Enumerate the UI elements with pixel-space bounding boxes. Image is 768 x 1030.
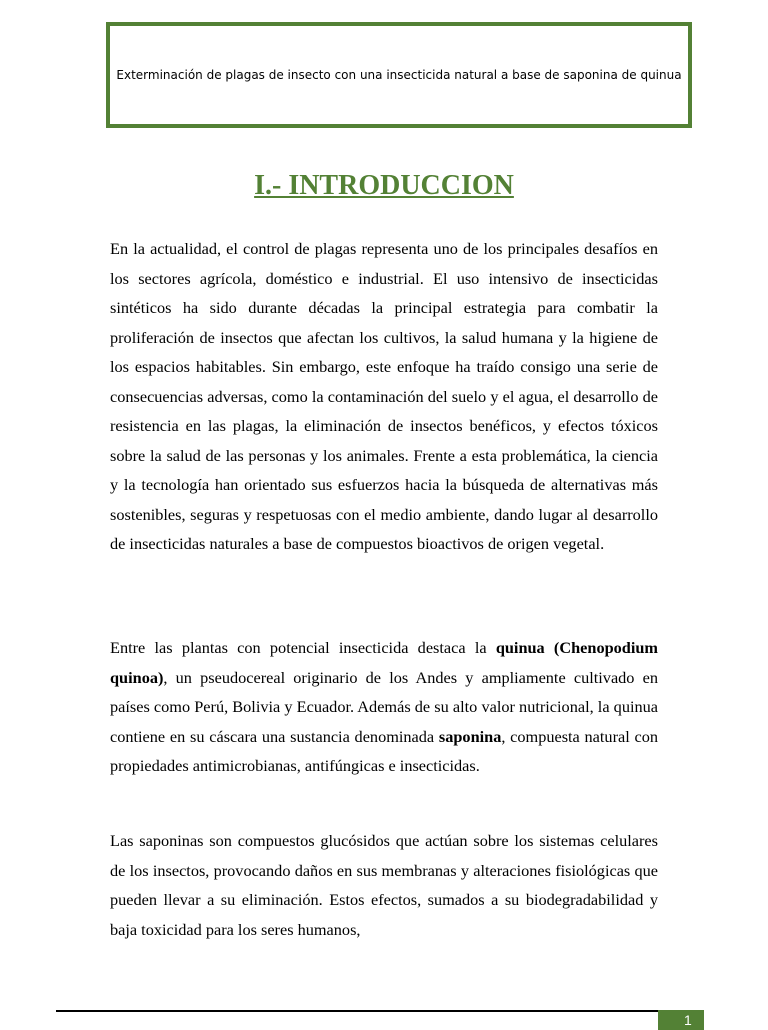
section-title: I.- INTRODUCCION [254, 170, 514, 201]
paragraph-quinoa-bold-saponina: saponina [438, 726, 502, 746]
paragraph-saponins: Las saponinas son compuestos glucósidos que actúan sobre los sistemas celulares de los insectos, provocando daños en sus membranas y alteraciones fisiológicas que pueden llevar a su eliminación. Estos efectos, sumados a su biodegradabilidad y baja toxicidad para los seres humanos, [110, 831, 658, 939]
paragraph-quinoa-text-c: , un pseudocereal originario de los Andes y ampliamente cultivado en países como Perú, Bolivia y Ecuador. Además de su alto valor nutricional, la quinua contiene en su cáscara una sustancia denominada [110, 667, 658, 746]
paragraph-quinoa-bold-quinua: quinua (Chenopodium quinoa) [110, 638, 658, 687]
paragraph-quinoa [110, 633, 658, 781]
header-box [106, 22, 692, 128]
header-title: Exterminación de plagas de insecto con una insecticida natural a base de saponina de quinua [116, 68, 682, 82]
footer-rule [56, 1010, 658, 1012]
paragraph-intro: En la actualidad, el control de plagas representa uno de los principales desafíos en los sectores agrícola, doméstico e industrial. El uso intensivo de insecticidas sintéticos ha sido durante décadas la principal estrategia para combatir la proliferación de insectos que afectan los cultivos, la salud humana y la higiene de los espacios habitables. Sin embargo, este enfoque ha traído consigo una serie de consecuencias adversas, como la contaminación del suelo y el agua, el desarrollo de resistencia en las plagas, la eliminación de insectos benéficos, y efectos tóxicos sobre la salud de las personas y los animales. Frente a esta problemática, la ciencia y la tecnología han orientado sus esfuerzos hacia la búsqueda de alternativas más sostenibles, seguras y respetuosas con el medio ambiente, dando lugar al desarrollo de insecticidas naturales a base de compuestos bioactivos de origen vegetal. [110, 239, 658, 553]
footer-page-number: 1 [684, 1012, 692, 1028]
paragraph-quinoa-text-a: Entre las plantas con potencial insecticida destaca la [110, 638, 496, 657]
paragraph-quinoa-text-e: , compuesta natural con propiedades antimicrobianas, antifúngicas e insecticidas. [110, 726, 658, 775]
footer-page-box [658, 1010, 704, 1030]
